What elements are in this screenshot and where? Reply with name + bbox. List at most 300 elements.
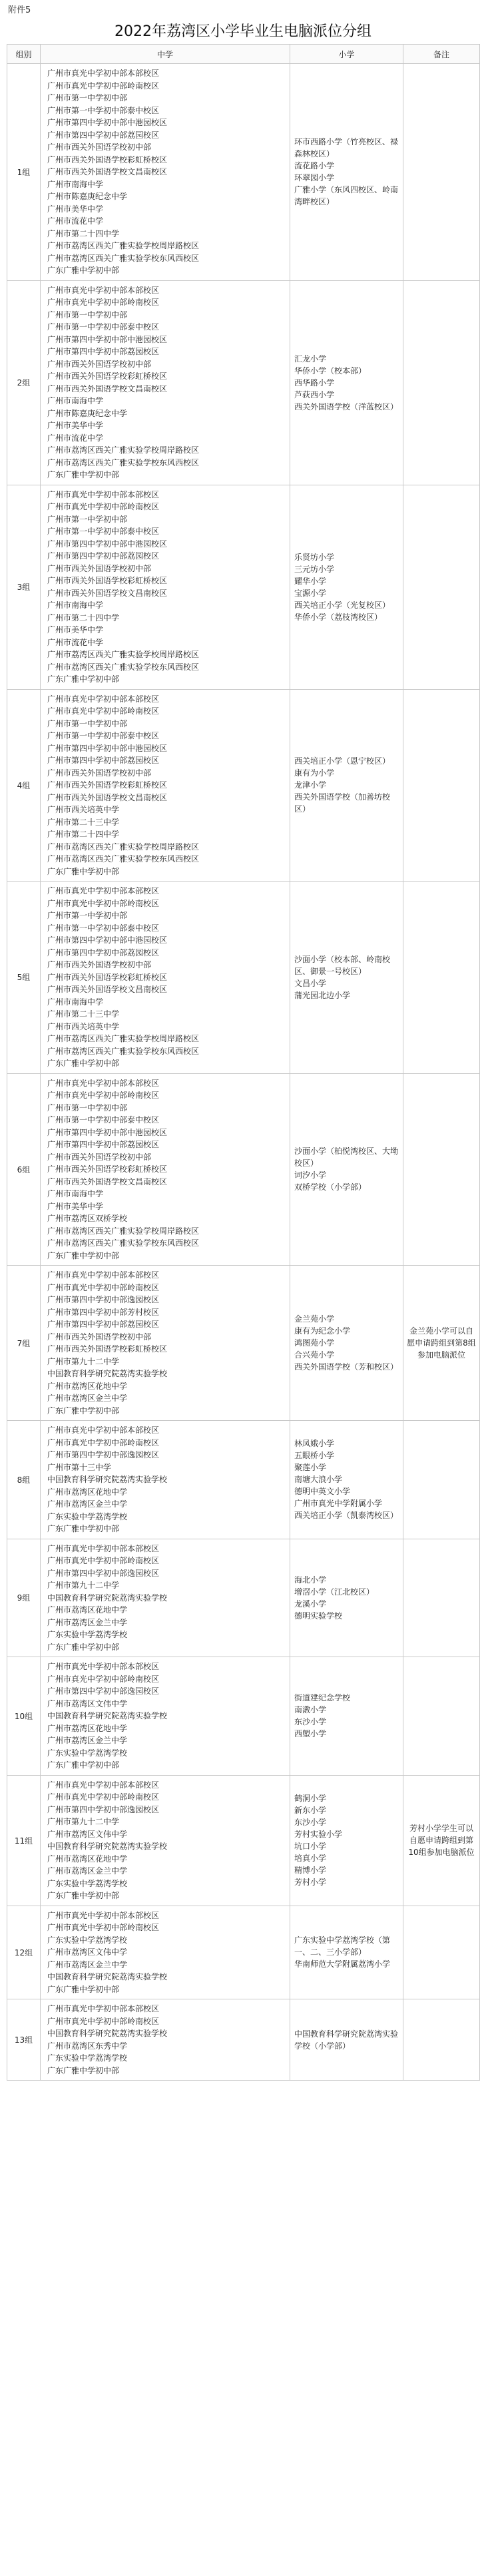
primary-school-item-list [294,1574,399,1622]
middle-school-item: 广东实验中学荔湾学校 [47,1935,128,1945]
primary-school-item-list [294,551,399,623]
middle-school-item: 广州市第四中学初中部荔园校区 [47,756,160,765]
middle-school-item: 广东实验中学荔湾学校 [47,1878,128,1888]
middle-school-item: 广东广雅中学初中部 [47,1984,120,1994]
group-name: 2组 [17,378,31,387]
middle-school-item: 广州市第一中学初中部泰中校区 [47,1115,160,1125]
group-name: 10组 [14,1711,33,1721]
middle-school-item: 广州市第二十四中学 [47,830,120,839]
middle-school-item: 广州市荔湾区金兰中学 [47,1499,128,1509]
middle-school-item: 广州市西关外国语学校彩虹桥校区 [47,780,168,790]
group-name-cell [7,1539,41,1657]
primary-school-item: 新东小学 [294,1806,327,1815]
middle-school-item: 广州市荔湾区花地中学 [47,1854,128,1864]
primary-school-item: 康有为小学 [294,768,335,778]
middle-school-item: 广州市西关外国语学校文昌南校区 [47,588,168,598]
primary-school-item: 南漖小学 [294,1705,327,1715]
primary-school-item: 乐贤坊小学 [294,552,335,562]
middle-school-item: 广州市西关外国语学校彩虹桥校区 [47,1344,168,1354]
group-name: 13组 [14,2035,33,2045]
primary-school-cell [290,1266,403,1421]
primary-school-item-list [294,755,399,815]
middle-school-item: 广州市第一中学初中部 [47,310,128,320]
middle-school-item: 广州市真光中学初中部本部校区 [47,1780,160,1790]
primary-school-item: 坑口小学 [294,1842,327,1851]
middle-school-item: 广州市荔湾区西关广雅实验学校周岸路校区 [47,842,200,852]
middle-school-item: 广州市荔湾区双桥学校 [47,1214,128,1223]
table-header-row [7,45,480,64]
middle-school-item: 广州市第四中学初中部逸园校区 [47,1295,160,1304]
middle-school-item: 广州市第一中学初中部 [47,93,128,103]
primary-school-cell [290,1775,403,1906]
middle-school-item: 广州市荔湾区西关广雅实验学校东风西校区 [47,1238,200,1248]
middle-school-item: 广东广雅中学初中部 [47,1760,120,1770]
middle-school-item: 广州市第一中学初中部 [47,514,128,524]
middle-school-item: 广东广雅中学初中部 [47,1524,120,1533]
middle-school-item: 广州市荔湾区金兰中学 [47,1736,128,1745]
group-name: 11组 [14,1836,33,1846]
middle-school-item: 广州市西关外国语学校彩虹桥校区 [47,1164,168,1174]
primary-school-item: 西关培正小学（恩宁校区） [294,756,391,766]
middle-school-item: 广州市第四中学初中部荔园校区 [47,130,160,140]
primary-school-item: 德明中英文小学 [294,1487,351,1497]
group-name-cell [7,485,41,689]
primary-school-item: 沙面小学（校本部、岭南校区、御景一号校区） [294,954,391,976]
table-row [7,1775,480,1906]
middle-school-item: 广州市第一中学初中部泰中校区 [47,105,160,115]
primary-school-item: 宝源小学 [294,588,327,598]
table-row [7,485,480,689]
table-row [7,1906,480,1999]
middle-school-item: 广州市西关外国语学校文昌南校区 [47,1176,168,1186]
group-name: 12组 [14,1947,33,1957]
middle-school-item: 广州市西关外国语学校彩虹桥校区 [47,154,168,164]
group-name: 8组 [17,1475,31,1485]
primary-school-cell [290,882,403,1074]
middle-school-item: 广州市荔湾区西关广雅实验学校周岸路校区 [47,650,200,659]
middle-school-item: 广州市第二十三中学 [47,817,120,827]
middle-school-item-list [47,2003,290,2077]
primary-school-item: 德明实验学校 [294,1611,343,1621]
middle-school-item-list [47,1910,290,1996]
table-body [7,64,480,2081]
middle-school-cell [41,1073,290,1266]
group-name: 4组 [17,780,31,790]
primary-school-item: 林凤娥小学 [294,1439,335,1449]
middle-school-item: 广州市真光中学初中部本部校区 [47,489,160,499]
middle-school-item-list [47,885,290,1070]
middle-school-item: 中国教育科学研究院荔湾实验学校 [47,1369,168,1378]
group-name: 7组 [17,1338,31,1348]
primary-school-item: 合兴苑小学 [294,1350,335,1360]
middle-school-item: 广东广雅中学初中部 [47,1891,120,1900]
middle-school-item: 广州市美华中学 [47,421,104,430]
table-row [7,280,480,485]
middle-school-item: 广州市第十三中学 [47,1462,112,1472]
middle-school-item: 广州市荔湾区西关广雅实验学校东风西校区 [47,662,200,672]
middle-school-item: 广州市荔湾区文伟中学 [47,1698,128,1708]
primary-school-item: 广州市真光中学附属小学 [294,1499,383,1509]
page-title: 2022年荔湾区小学毕业生电脑派位分组 [115,23,371,40]
note-cell [403,1775,480,1906]
middle-school-item: 广州市荔湾区花地中学 [47,1723,128,1733]
middle-school-item: 广东广雅中学初中部 [47,866,120,876]
note-cell [403,280,480,485]
middle-school-item: 广州市西关外国语学校彩虹桥校区 [47,372,168,381]
middle-school-cell [41,1999,290,2081]
primary-school-item: 汇龙小学 [294,354,327,364]
middle-school-item: 广州市真光中学初中部岭南校区 [47,898,160,908]
note-cell [403,1657,480,1776]
middle-school-item: 广东实验中学荔湾学校 [47,2053,128,2063]
middle-school-item: 中国教育科学研究院荔湾实验学校 [47,2029,168,2038]
middle-school-cell [41,485,290,689]
primary-school-item: 金兰苑小学 [294,1314,335,1324]
middle-school-item: 广州市西关外国语学校彩虹桥校区 [47,576,168,585]
middle-school-item: 广州市真光中学初中部岭南校区 [47,1437,160,1447]
middle-school-item: 广州市第四中学初中部荔园校区 [47,1320,160,1329]
header-note: 备注 [403,45,480,64]
middle-school-cell [41,882,290,1074]
middle-school-item: 广州市荔湾区西关广雅实验学校周岸路校区 [47,1034,200,1043]
group-name-cell [7,1657,41,1776]
middle-school-item: 广州市第一中学初中部泰中校区 [47,527,160,536]
table-row [7,1266,480,1421]
middle-school-item: 中国教育科学研究院荔湾实验学校 [47,1842,168,1851]
middle-school-item: 广州市真光中学初中部岭南校区 [47,1091,160,1100]
primary-school-item: 西关培正小学（凯泰湾校区） [294,1511,399,1521]
middle-school-item: 广州市第九十二中学 [47,1356,120,1366]
primary-school-item: 华侨小学（校本部） [294,366,367,376]
middle-school-item: 广州市荔湾区花地中学 [47,1605,128,1615]
middle-school-item: 广州市陈嘉庚纪念中学 [47,192,128,201]
middle-school-item: 广州市真光中学初中部岭南校区 [47,1923,160,1932]
middle-school-cell [41,280,290,485]
middle-school-item: 广州市第四中学初中部中港园校区 [47,539,168,549]
middle-school-item: 广州市南海中学 [47,601,104,610]
middle-school-item: 广州市真光中学初中部本部校区 [47,1543,160,1553]
primary-school-item: 精博小学 [294,1866,327,1875]
middle-school-item: 广东广雅中学初中部 [47,1406,120,1416]
middle-school-item: 广州市第一中学初中部泰中校区 [47,923,160,933]
table-row [7,1539,480,1657]
middle-school-item: 广州市第四中学初中部荔园校区 [47,551,160,561]
middle-school-cell [41,1266,290,1421]
primary-school-cell [290,1999,403,2081]
middle-school-item: 广州市真光中学初中部岭南校区 [47,1556,160,1565]
middle-school-item: 广州市荔湾区西关广雅实验学校东风西校区 [47,457,200,467]
primary-school-item: 康有为纪念小学 [294,1326,351,1336]
middle-school-item: 广州市第四中学初中部中港园校区 [47,743,168,753]
middle-school-item: 广州市真光中学初中部岭南校区 [47,2016,160,2026]
note-cell [403,1073,480,1266]
group-name: 1组 [17,167,31,177]
note-cell [403,1906,480,1999]
middle-school-item: 广州市西关外国语学校初中部 [47,960,152,969]
middle-school-item: 广州市西关外国语学校文昌南校区 [47,985,168,994]
note-text: 芳村小学学生可以自愿申请跨组到第10组参加电脑派位 [408,1824,475,1857]
primary-school-item: 街道建纪念学校 [294,1693,351,1703]
primary-school-item: 增滘小学（江北校区） [294,1587,375,1597]
middle-school-item: 广州市流花中学 [47,216,104,226]
middle-school-item: 广州市真光中学初中部本部校区 [47,1662,160,1671]
middle-school-item: 广州市第四中学初中部芳村校区 [47,1307,160,1317]
primary-school-item: 西关外国语学校（芳和校区） [294,1362,399,1372]
middle-school-item: 广州市第四中学初中部荔园校区 [47,1140,160,1149]
primary-school-item: 龙津小学 [294,780,327,790]
middle-school-item: 广州市南海中学 [47,179,104,189]
middle-school-item: 广州市南海中学 [47,1189,104,1198]
middle-school-item: 广州市第一中学初中部泰中校区 [47,731,160,740]
primary-school-item: 环翠园小学 [294,173,335,183]
primary-school-item-list [294,1934,399,1970]
primary-school-item: 双桥学校（小学部） [294,1182,367,1192]
primary-school-item: 东沙小学 [294,1818,327,1827]
table-row [7,1999,480,2081]
middle-school-item: 广州市真光中学初中部本部校区 [47,2004,160,2013]
primary-school-cell [290,1073,403,1266]
primary-school-item-list [294,953,399,1001]
middle-school-item: 广州市荔湾区花地中学 [47,1487,128,1497]
attachment-label: 附件5 [8,5,31,15]
table-row [7,1657,480,1776]
note-cell [403,1539,480,1657]
group-name-cell [7,280,41,485]
middle-school-item: 广州市美华中学 [47,625,104,635]
group-name-cell [7,689,41,882]
middle-school-item: 广东广雅中学初中部 [47,1642,120,1652]
middle-school-item-list [47,1661,290,1772]
primary-school-item: 环市西路小学（竹亮校区、禄森林校区） [294,137,399,159]
middle-school-item: 广州市西关外国语学校文昌南校区 [47,792,168,802]
middle-school-item: 广州市美华中学 [47,1201,104,1211]
middle-school-cell [41,1539,290,1657]
primary-school-item: 词汐小学 [294,1170,327,1180]
primary-school-item: 龙溪小学 [294,1599,327,1609]
middle-school-item: 广州市第四中学初中部中港园校区 [47,334,168,344]
group-table [7,44,480,2081]
middle-school-item-list [47,693,290,878]
middle-school-item: 广州市西关培英中学 [47,1021,120,1031]
middle-school-item: 广州市荔湾区金兰中学 [47,1866,128,1876]
primary-school-item: 西关外国语学校（洋蓝校区） [294,401,399,411]
middle-school-cell [41,64,290,281]
group-name: 9组 [17,1593,31,1603]
primary-school-item: 芳村实验小学 [294,1830,343,1839]
middle-school-item: 广东广雅中学初中部 [47,1250,120,1260]
primary-school-item: 广东实验中学荔湾学校（第一、二、三小学部） [294,1935,391,1957]
table-row [7,882,480,1074]
middle-school-item: 中国教育科学研究院荔湾实验学校 [47,1475,168,1484]
middle-school-item: 广州市真光中学初中部本部校区 [47,69,160,78]
middle-school-item: 广州市西关外国语学校初中部 [47,142,152,152]
primary-school-cell [290,1539,403,1657]
middle-school-item: 广州市第四中学初中部中港园校区 [47,1127,168,1137]
middle-school-item: 广州市南海中学 [47,396,104,405]
primary-school-item: 东沙小学 [294,1717,327,1727]
table-row [7,1073,480,1266]
primary-school-cell [290,1906,403,1999]
middle-school-item: 广州市第一中学初中部 [47,911,128,920]
middle-school-item: 广州市西关外国语学校初中部 [47,1152,152,1162]
primary-school-item: 南塘大浪小学 [294,1475,343,1485]
middle-school-item: 广州市美华中学 [47,204,104,214]
group-name-cell [7,1775,41,1906]
primary-school-item: 芦荻西小学 [294,389,335,399]
middle-school-item: 广州市真光中学初中部岭南校区 [47,502,160,511]
middle-school-item: 广州市西关外国语学校初中部 [47,359,152,369]
group-name-cell [7,1906,41,1999]
primary-school-cell [290,1657,403,1776]
primary-school-item: 鹤洞小学 [294,1794,327,1803]
middle-school-item: 广州市第四中学初中部逸园校区 [47,1568,160,1578]
middle-school-item-list [47,67,290,277]
primary-school-item: 三元坊小学 [294,564,335,574]
middle-school-item: 广州市荔湾区西关广雅实验学校周岸路校区 [47,445,200,455]
primary-school-item-list [294,2028,399,2052]
primary-school-cell [290,64,403,281]
middle-school-item-list [47,1779,290,1902]
primary-school-item-list [294,1313,399,1373]
middle-school-item: 广州市第四中学初中部荔园校区 [47,347,160,356]
primary-school-item: 芳村小学 [294,1878,327,1887]
middle-school-item: 广州市第四中学初中部逸园校区 [47,1686,160,1696]
middle-school-item: 广州市第四中学初中部中港园校区 [47,118,168,127]
middle-school-item-list [47,1424,290,1535]
primary-school-item: 培真小学 [294,1854,327,1863]
middle-school-item: 广州市荔湾区东秀中学 [47,2041,128,2051]
middle-school-item: 广州市荔湾区文伟中学 [47,1829,128,1839]
note-text-list [406,1325,477,1361]
middle-school-item: 广州市第二十四中学 [47,228,120,238]
primary-school-item: 文昌小学 [294,978,327,988]
middle-school-item: 广州市真光中学初中部岭南校区 [47,1792,160,1802]
primary-school-cell [290,280,403,485]
middle-school-item: 中国教育科学研究院荔湾实验学校 [47,1711,168,1720]
note-text-list [406,1822,477,1858]
middle-school-item: 广州市荔湾区花地中学 [47,1381,128,1391]
primary-school-item: 中国教育科学研究院荔湾实验学校（小学部） [294,2029,399,2051]
middle-school-item: 广州市真光中学初中部本部校区 [47,1425,160,1435]
primary-school-cell [290,485,403,689]
note-cell [403,64,480,281]
middle-school-item: 广州市真光中学初中部本部校区 [47,1910,160,1920]
middle-school-item: 广州市荔湾区金兰中学 [47,1394,128,1403]
primary-school-item: 西华路小学 [294,378,335,387]
middle-school-cell [41,1775,290,1906]
middle-school-item: 广州市第九十二中学 [47,1817,120,1826]
note-cell [403,1999,480,2081]
primary-school-item-list [294,1145,399,1193]
primary-school-item: 沙面小学（柏悦湾校区、大坳校区） [294,1147,399,1168]
group-name-cell [7,1073,41,1266]
primary-school-item-list [294,136,399,208]
middle-school-item: 广州市第四中学初中部逸园校区 [47,1450,160,1459]
middle-school-item: 广州市真光中学初中部岭南校区 [47,1282,160,1292]
middle-school-item: 广州市第二十四中学 [47,613,120,623]
note-cell [403,882,480,1074]
primary-school-item-list [294,1437,399,1521]
header-primary-school: 小学 [290,45,403,64]
primary-school-item-list [294,1692,399,1740]
middle-school-item: 广州市荔湾区西关广雅实验学校周岸路校区 [47,241,200,250]
header-group: 组别 [7,45,41,64]
middle-school-item: 广东实验中学荔湾学校 [47,1748,128,1758]
middle-school-item: 广州市荔湾区西关广雅实验学校东风西校区 [47,1046,200,1056]
middle-school-item: 广东广雅中学初中部 [47,470,120,479]
note-cell [403,1266,480,1421]
middle-school-cell [41,1657,290,1776]
middle-school-item: 广州市荔湾区西关广雅实验学校东风西校区 [47,253,200,263]
middle-school-item: 中国教育科学研究院荔湾实验学校 [47,1972,168,1981]
middle-school-item: 广州市真光中学初中部本部校区 [47,886,160,896]
middle-school-item: 广州市西关外国语学校初中部 [47,563,152,573]
primary-school-item: 鸿图苑小学 [294,1338,335,1348]
primary-school-item: 蒲光园北边小学 [294,990,351,1000]
middle-school-cell [41,1906,290,1999]
middle-school-item: 广州市第一中学初中部 [47,718,128,728]
note-cell [403,485,480,689]
middle-school-item: 广州市荔湾区西关广雅实验学校周岸路校区 [47,1226,200,1236]
primary-school-item: 流花路小学 [294,161,335,171]
primary-school-item: 耀华小学 [294,576,327,586]
middle-school-item: 广州市西关外国语学校彩虹桥校区 [47,972,168,982]
group-name: 3组 [17,583,31,592]
middle-school-item: 广州市西关外国语学校文昌南校区 [47,167,168,176]
primary-school-item: 广雅小学（东风四校区、岭南湾畔校区） [294,185,399,207]
group-name: 5组 [17,973,31,983]
primary-school-item: 华侨小学（荔枝湾校区） [294,612,383,622]
table-row [7,689,480,882]
middle-school-item: 广州市西关外国语学校初中部 [47,768,152,778]
middle-school-item: 广州市陈嘉庚纪念中学 [47,408,128,418]
middle-school-item: 广州市第四中学初中部中港园校区 [47,935,168,945]
middle-school-item: 广东广雅中学初中部 [47,2065,120,2075]
group-name-cell [7,882,41,1074]
middle-school-item: 广东实验中学荔湾学校 [47,1511,128,1521]
note-cell [403,689,480,882]
middle-school-item: 广东广雅中学初中部 [47,1059,120,1068]
middle-school-item: 广东广雅中学初中部 [47,266,120,275]
primary-school-item: 西关培正小学（光复校区） [294,600,391,610]
middle-school-item-list [47,1269,290,1417]
primary-school-cell [290,1421,403,1539]
middle-school-item-list [47,489,290,686]
middle-school-item: 广州市南海中学 [47,997,104,1007]
middle-school-item: 广州市第九十二中学 [47,1581,120,1590]
middle-school-cell [41,689,290,882]
middle-school-item: 广州市第一中学初中部 [47,1103,128,1113]
middle-school-item: 广州市真光中学初中部岭南校区 [47,706,160,716]
primary-school-item: 西塱小学 [294,1729,327,1739]
middle-school-item-list [47,284,290,481]
group-name-cell [7,1421,41,1539]
middle-school-cell [41,1421,290,1539]
middle-school-item: 广州市真光中学初中部岭南校区 [47,298,160,307]
table-row [7,1421,480,1539]
middle-school-item: 广东实验中学荔湾学校 [47,1630,128,1639]
primary-school-item: 华南师范大学附属荔湾小学 [294,1959,391,1969]
middle-school-item: 广州市西关培英中学 [47,805,120,814]
middle-school-item: 广州市流花中学 [47,637,104,647]
middle-school-item: 广州市真光中学初中部本部校区 [47,1078,160,1088]
group-name-cell [7,64,41,281]
table-row [7,64,480,281]
middle-school-item-list [47,1543,290,1654]
middle-school-item: 广东广雅中学初中部 [47,674,120,684]
middle-school-item: 广州市西关外国语学校初中部 [47,1332,152,1342]
middle-school-item: 广州市荔湾区金兰中学 [47,1617,128,1627]
